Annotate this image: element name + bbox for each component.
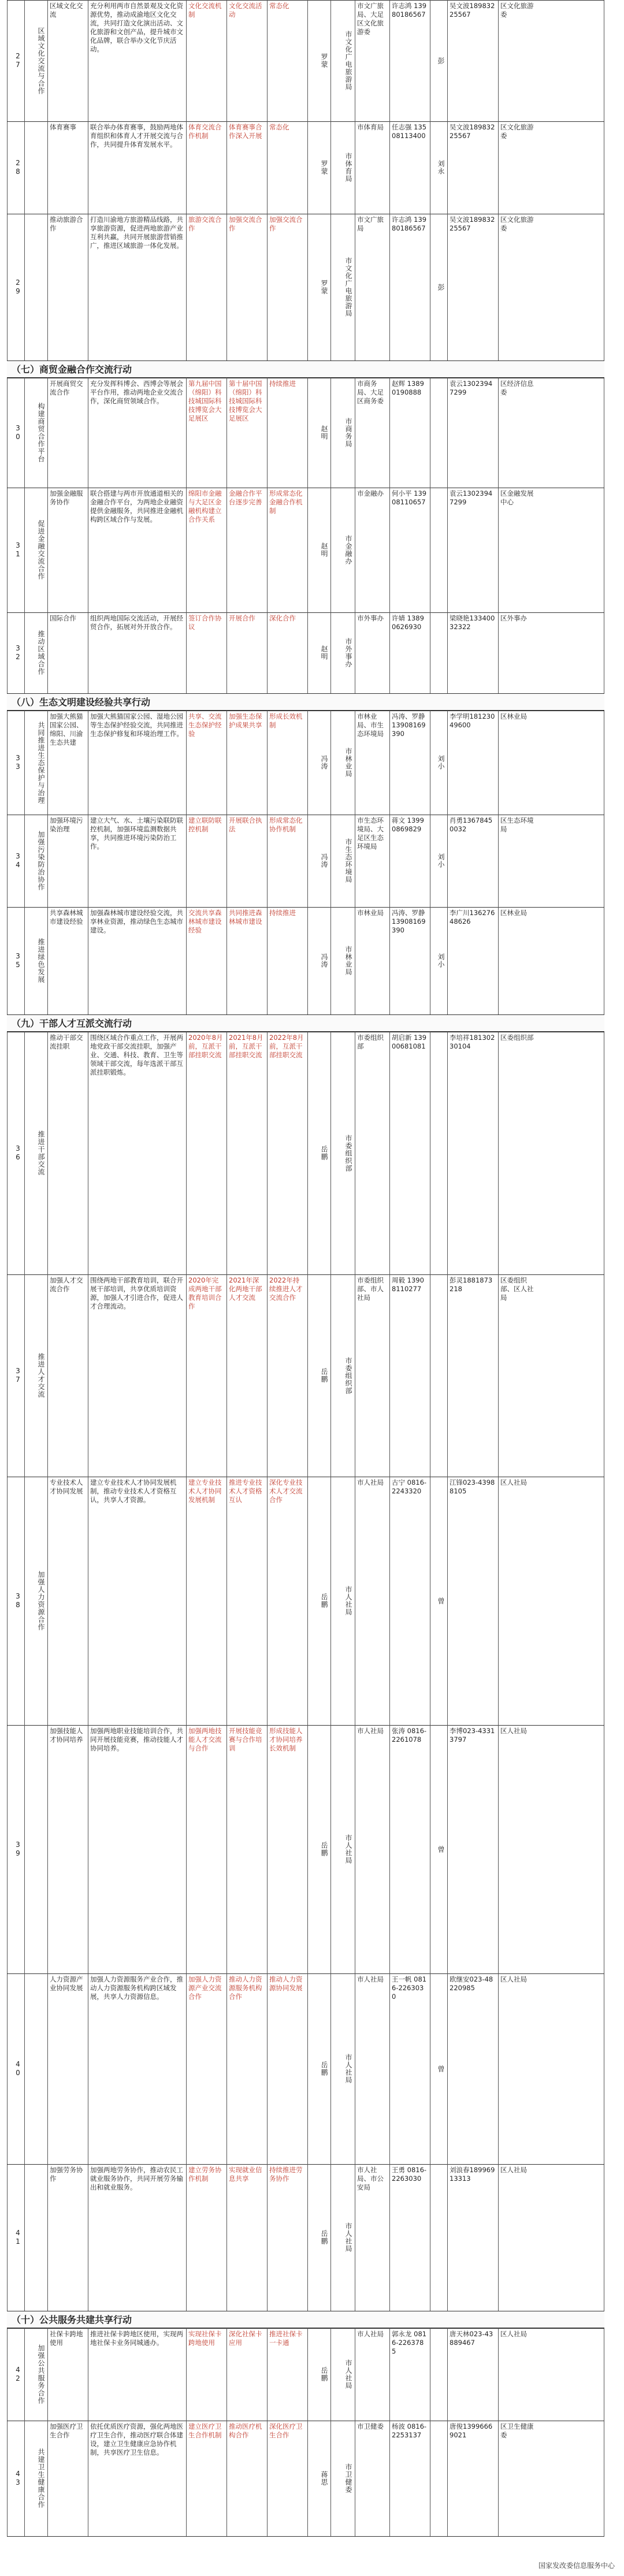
- table-cell-name: 推动旅游合作: [50, 215, 83, 232]
- table-cell-name: 社保卡跨地使用: [50, 2330, 83, 2347]
- table-cell-y3: 推进社保卡一卡通: [269, 2330, 303, 2347]
- table-cell-phone: 李广川13627648626: [450, 909, 495, 925]
- table-cell-phone: 唐天林023-43889467: [450, 2330, 493, 2347]
- table-cell-dept: 市外事办: [357, 614, 384, 622]
- table-cell-no: 34: [14, 852, 22, 869]
- table-cell-dept: 市人社局: [357, 2330, 384, 2338]
- table-cell-lead_org: 市外事办: [344, 638, 352, 668]
- table-cell-remark: 区文化旅游委: [500, 215, 534, 232]
- table-cell-y2: 推动医疗机构合作: [229, 2422, 262, 2439]
- table-cell-co: 罗蒙: [320, 280, 328, 295]
- table-cell-dept: 市委组织部、市人社局: [357, 1276, 384, 1302]
- table-cell-remark: 区林业局: [500, 712, 527, 720]
- table-cell-y1: 2020年完成两地干部教育培训合作: [188, 1276, 222, 1310]
- table-cell-co: 岳鹏: [320, 2367, 328, 2382]
- table-cell-y3: 加强交流合作: [269, 215, 303, 232]
- table-cell-no: 38: [14, 1592, 22, 1609]
- table-cell-y1: 体育交流合作机制: [188, 123, 222, 140]
- table-cell-y2: 金融合作平台逐步完善: [229, 489, 262, 506]
- table-cell-name: 加强人才交流合作: [50, 1276, 83, 1293]
- table-cell-phone: 彭灵1881873218: [450, 1276, 493, 1293]
- table-cell-contact2: [430, 2328, 447, 2421]
- table-cell-co: 岳鹏: [320, 2230, 328, 2245]
- table-cell-cat: [24, 2164, 47, 2311]
- table-cell-content: 加强两地职业技能培训合作，共同开展技能竞赛，推动技能人才协同培养。: [90, 1727, 183, 1752]
- table-cell-dept: 市人社局、市公安局: [357, 2166, 384, 2191]
- table-cell-content: 围绕区域合作重点工作，开展两地党政干部交流挂职，加强产业、交通、科技、教育、卫生等领域干部交流，每年选派干部互派挂职锻炼。: [90, 1034, 183, 1076]
- table-cell-contact2: 刘永: [437, 160, 445, 175]
- table-cell-dept: 市林业局、市生态环境局: [357, 712, 384, 738]
- table-cell-co: 岳鹏: [320, 2061, 328, 2076]
- table-cell-y3: 形成常态化协作机制: [269, 816, 303, 833]
- table-cell-cat: 推进干部交流: [37, 1131, 45, 1176]
- table-cell-contact2: 曾: [437, 1597, 445, 1605]
- table-cell-contact2: 刘小: [437, 755, 445, 770]
- table-cell-content: 联合搭建与两市开放通道相关的金融合作平台，为两地企业融资提供金融服务，共同推进金融机构跨区域合作与发展。: [90, 489, 183, 523]
- table-cell-no: 40: [14, 2060, 22, 2077]
- table-cell-y3: 持续推进: [269, 909, 296, 917]
- table-cell-contact: 许婧 13890626930: [392, 614, 424, 631]
- table-cell-phone: 欧继安023-48220985: [450, 1975, 493, 1992]
- table-cell-content: 建立专业技术人才协同发展机制，推动专业技术人才资格互认，共享人才资源。: [90, 1478, 177, 1504]
- table-cell-y3: 推动人力资源协同发展: [269, 1975, 303, 1992]
- table-cell-cat: 共同推进生态保护与治理: [37, 721, 45, 804]
- table-cell-name: 人力资源产业协同发展: [50, 1975, 83, 1992]
- table-cell-contact2: [430, 488, 447, 612]
- table-cell-dept: 市生态环境局、大足区生态环境局: [357, 816, 384, 850]
- table-cell-cat: 推进绿色发展: [37, 938, 45, 983]
- table-cell-no: 42: [14, 2366, 22, 2383]
- section-header-talent: （九）干部人才互派交流行动: [7, 1014, 604, 1032]
- table-cell-name: 加强医疗卫生合作: [50, 2422, 83, 2439]
- table-cell-co: 赵明: [320, 645, 328, 660]
- table-cell-cat: 推进人才交流: [37, 1353, 45, 1398]
- table-cell-contact: 杨波 0816-2253137: [392, 2422, 427, 2439]
- table-cell-lead_org: 市人社局: [344, 2222, 352, 2252]
- table-cell-contact2: [430, 1032, 447, 1274]
- table-cell-phone: 吴文波18983225567: [450, 215, 495, 232]
- table-cell-remark: 区委组织部、区人社局: [500, 1276, 534, 1302]
- table-cell-dept: 市委组织部: [357, 1034, 384, 1050]
- table-cell-no: 36: [14, 1144, 22, 1162]
- table-cell-remark: 区卫生健康委: [500, 2422, 534, 2439]
- table-cell-phone: 唐俊13996669021: [450, 2422, 493, 2439]
- table-cell-phone: 袁云13023947299: [450, 489, 493, 506]
- table-cell-y1: 加强人力资源产业交流合作: [188, 1975, 222, 2001]
- table-cell-y1: 签订合作协议: [188, 614, 222, 631]
- table-cell-y1: 实现社保卡跨地使用: [188, 2330, 222, 2347]
- table-cell-remark: 区文化旅游委: [500, 2, 534, 18]
- table-cell-dept: 市人社局: [357, 1975, 384, 1983]
- table-cell-y3: 深化合作: [269, 614, 296, 622]
- table-cell-dept: 市体育局: [357, 123, 384, 131]
- table-cell-cat: [24, 121, 47, 214]
- table-cell-lead_org: 市文化广电旅游局: [344, 31, 352, 91]
- table-cell-name: 体育赛事: [50, 123, 76, 131]
- table-cell-content: 加强森林城市建设经验交流，共享林业资源，推动绿色生态城市建设。: [90, 909, 183, 934]
- table-cell-cat: 区域文化交流与合作: [37, 27, 45, 95]
- table-cell-no: 28: [14, 159, 22, 176]
- table-cell-y3: 常态化: [269, 2, 289, 10]
- table-cell-name: 推动干部交流挂职: [50, 1034, 83, 1050]
- table-cell-content: 建立大气、水、土壤污染联防联控机制，加强环境监测数据共享，共同推进环境污染防治工作。: [90, 816, 183, 850]
- table-cell-y2: 推进专业技术人才资格互认: [229, 1478, 262, 1504]
- section-header-public-service: （十）公共服务共建共享行动: [7, 2311, 604, 2328]
- table-cell-y3: 持续推进劳务协作: [269, 2166, 303, 2183]
- table-cell-y3: 深化医疗卫生合作: [269, 2422, 303, 2439]
- table-cell-dept: 市林业局: [357, 909, 384, 917]
- table-cell-contact2: 彭: [437, 57, 445, 65]
- table-cell-dept: 市金融办: [357, 489, 384, 497]
- table-cell-name: 加强技能人才协同培养: [50, 1727, 83, 1744]
- table-cell-dept: 市人社局: [357, 1478, 384, 1486]
- table-cell-y2: 开展技能竞赛与合作培训: [229, 1727, 262, 1752]
- table-cell-cat: 加强污染防治协作: [37, 831, 45, 891]
- table-cell-content: 依托优质医疗资源，强化两地医疗卫生合作，推动医疗联合体建设，建立卫生健康应急协作机制，共享医疗卫生信息。: [90, 2422, 183, 2456]
- table-cell-content: 围绕两地干部教育培训，联合开展干部培训，共享优质培训资源，加强人才引进合作，促进人才合理流动。: [90, 1276, 183, 1310]
- table-cell-cat: 共建卫生健康合作: [37, 2448, 45, 2508]
- table-cell-lead_org: 市人社局: [344, 1586, 352, 1616]
- table-cell-y3: 深化专业技术人才交流合作: [269, 1478, 303, 1504]
- table-cell-name: 共享森林城市建设经验: [50, 909, 83, 925]
- table-cell-dept: 市文广旅局: [357, 215, 384, 232]
- table-cell-phone: 刘浪春18996913313: [450, 2166, 495, 2183]
- table-cell-y3: 持续推进: [269, 380, 296, 388]
- table-cell-y2: 体育赛事合作深入开展: [229, 123, 262, 140]
- table-cell-y2: 深化社保卡应用: [229, 2330, 262, 2347]
- table-cell-remark: 区人社局: [500, 2330, 527, 2338]
- table-cell-lead_org: 市委组织部: [344, 1356, 352, 1395]
- table-cell-cat: 推动区域合作: [37, 630, 45, 675]
- table-cell-contact: 周毅 13908110277: [392, 1276, 424, 1293]
- table-cell-lead_org: 市体育局: [344, 153, 352, 183]
- table-cell-cat: [24, 1973, 47, 2164]
- table-cell-remark: 区外事办: [500, 614, 527, 622]
- table-cell-y1: 旅游交流合作: [188, 215, 222, 232]
- table-cell-no: 29: [14, 278, 22, 296]
- table-cell-remark: 区人社局: [500, 1478, 527, 1486]
- table-cell-contact: 王勇 0816-2263030: [392, 2166, 427, 2183]
- table-cell-contact: 任志强 13508113400: [392, 123, 427, 140]
- table-cell-lead_org: 市人社局: [344, 2359, 352, 2389]
- table-cell-dept: 市商务局、大足区商务委: [357, 380, 384, 405]
- table-cell-y1: 2020年8月前，互派干部挂职交流: [188, 1034, 223, 1059]
- table-cell-lead_org: 市人社局: [344, 1834, 352, 1864]
- table-cell-contact2: [430, 2164, 447, 2311]
- table-cell-y2: 加强交流合作: [229, 215, 262, 232]
- table-cell-co: 罗蒙: [320, 160, 328, 175]
- table-cell-y2: 第十届中国（绵阳）科技城国际科技博览会大足展区: [229, 380, 262, 422]
- table-cell-co: 罗蒙: [320, 53, 328, 68]
- table-cell-y2: 实现就业信息共享: [229, 2166, 262, 2183]
- table-cell-cat: 构建商贸合作平台: [37, 403, 45, 463]
- table-cell-name: 加强大熊猫国家公园、绵阳、川渝生态共建: [50, 712, 83, 746]
- table-cell-remark: 区人社局: [500, 1975, 527, 1983]
- table-cell-co: 冯涛: [320, 755, 328, 770]
- table-cell-contact: 郭永龙 0816-2263785: [392, 2330, 427, 2355]
- table-cell-co: 蒋思: [320, 2471, 328, 2486]
- table-cell-phone: 袁云13023947299: [450, 380, 493, 396]
- table-cell-phone: 吴文波18983225567: [450, 123, 495, 140]
- table-cell-y3: 形成常态化金融合作机制: [269, 489, 303, 515]
- table-cell-cat: 促进金融交流合作: [37, 520, 45, 580]
- table-cell-y1: 建立专业技术人才协同发展机制: [188, 1478, 222, 1504]
- table-cell-y2: 2021年8月前，互派干部挂职交流: [229, 1034, 263, 1059]
- table-cell-co: 冯涛: [320, 953, 328, 968]
- table-cell-contact: 何小平 13908110657: [392, 489, 427, 506]
- table-cell-no: 39: [14, 1841, 22, 1858]
- table-cell-name: 加强劳务协作: [50, 2166, 83, 2183]
- table-cell-co: 岳鹏: [320, 1146, 328, 1161]
- table-cell-contact: 张涛 0816-2261078: [392, 1727, 427, 1744]
- table-cell-y3: 形成技能人才协同培养长效机制: [269, 1727, 303, 1752]
- table-cell-contact2: 刘小: [437, 953, 445, 968]
- table-cell-y2: 共同推进森林城市建设: [229, 909, 262, 925]
- table-cell-content: 充分发挥科博会、西博会等展会平台作用，推动两地企业交流合作，深化商贸领域合作。: [90, 380, 183, 405]
- table-cell-y2: 加强生态保护成果共享: [229, 712, 262, 729]
- table-cell-contact2: 曾: [437, 2065, 445, 2073]
- section-header-ecology: （八）生态文明建设经验共享行动: [7, 693, 604, 711]
- table-cell-dept: 市卫健委: [357, 2422, 384, 2430]
- table-bottom-border: [7, 2536, 604, 2537]
- table-cell-y3: 2022年8月前，互派干部挂职交流: [269, 1034, 304, 1059]
- table-cell-co: 岳鹏: [320, 1593, 328, 1608]
- table-cell-y2: 文化交流活动: [229, 2, 262, 18]
- table-cell-contact2: 曾: [437, 1845, 445, 1853]
- table-cell-remark: 区金融发展中心: [500, 489, 534, 506]
- table-cell-y2: 开展合作: [229, 614, 255, 622]
- table-cell-y1: 交流共享森林城市建设经验: [188, 909, 222, 934]
- table-cell-y1: 第九届中国（绵阳）科技城国际科技博览会大足展区: [188, 380, 222, 422]
- table-cell-content: 充分利用两市自然景观及文化资源优势，推动成渝地区文化交流，共同打造文化演出活动、文化旅游和文创产品，提升城市文化品牌，联合举办文化节庆活动。: [90, 2, 183, 53]
- table-cell-y1: 文化交流机制: [188, 2, 222, 18]
- table-cell-contact: 赵辉 13890190888: [392, 380, 424, 396]
- table-cell-no: 33: [14, 754, 22, 771]
- table-cell-content: 加强人力资源服务产业合作，推动人力资源服务机构跨区域发展，共享人力资源信息。: [90, 1975, 183, 2001]
- table-cell-contact: 王一帆 0816-2263030: [392, 1975, 427, 2001]
- table-cell-co: 岳鹏: [320, 1368, 328, 1383]
- table-cell-no: 30: [14, 424, 22, 441]
- table-cell-name: 加强金融服务协作: [50, 489, 83, 506]
- table-cell-cat: 加强公共服务合作: [37, 2344, 45, 2404]
- table-cell-contact: 冯涛、罗静 13908169390: [392, 712, 426, 738]
- table-cell-name: 开展商贸交流合作: [50, 380, 83, 396]
- table-cell-lead_org: 市委组织部: [344, 1134, 352, 1172]
- table-cell-lead_org: 市生态环境局: [344, 838, 352, 883]
- table-cell-y1: 建立医疗卫生合作机制: [188, 2422, 222, 2439]
- table-cell-remark: 区生态环境局: [500, 816, 534, 833]
- table-cell-cat: 加强人力资源合作: [37, 1571, 45, 1631]
- table-cell-phone: 肖勇13678450032: [450, 816, 493, 833]
- table-cell-lead_org: 市卫健委: [344, 2463, 352, 2493]
- table-cell-no: 41: [14, 2229, 22, 2246]
- table-cell-no: 37: [14, 1367, 22, 1384]
- table-cell-name: 区域文化交流: [50, 2, 83, 18]
- table-cell-remark: 区人社局: [500, 2166, 527, 2174]
- table-cell-remark: 区文化旅游委: [500, 123, 534, 140]
- table-cell-co: 冯涛: [320, 853, 328, 868]
- table-cell-no: 31: [14, 541, 22, 559]
- table-cell-phone: 李博023-43313797: [450, 1727, 495, 1744]
- table-cell-y2: 2021年深化两地干部人才交流: [229, 1276, 262, 1302]
- table-cell-dept: 市人社局: [357, 1727, 384, 1735]
- table-cell-contact2: [430, 612, 447, 693]
- table-cell-remark: 区人社局: [500, 1727, 527, 1735]
- table-cell-contact: 胡启新 13900681081: [392, 1034, 427, 1050]
- watermark: 国家发改委信息服务中心: [538, 2562, 615, 2570]
- table-cell-contact: 蒋文 13990869829: [392, 816, 424, 833]
- table-cell-y3: 常态化: [269, 123, 289, 131]
- table-cell-no: 35: [14, 952, 22, 969]
- table-cell-y1: 绵阳市金融与大足区金融机构建立合作关系: [188, 489, 222, 523]
- table-cell-phone: 吴文波18983225567: [450, 2, 495, 18]
- table-cell-name: 国际合作: [50, 614, 76, 622]
- table-cell-contact: 冯涛、罗静 13908169390: [392, 909, 426, 934]
- table-cell-phone: 李学明18123049600: [450, 712, 495, 729]
- table-cell-dept: 市文广旅局、大足区文化旅游委: [357, 2, 384, 36]
- table-cell-content: 打造川渝地方旅游精品线路，共享旅游资源，促进两地旅游产业互利共赢，共同开展旅游营销推广，推进区域旅游一体化发展。: [90, 215, 183, 250]
- table-cell-contact: 许志鸿 13980186567: [392, 215, 427, 232]
- table-cell-phone: 李培祥18130230104: [450, 1034, 495, 1050]
- table-cell-lead_org: 市商务局: [344, 418, 352, 448]
- table-cell-lead_org: 市林业局: [344, 748, 352, 778]
- table-cell-content: 组织两地国际交流活动，开展经贸合作，拓展对外开放合作。: [90, 614, 183, 631]
- table-cell-lead_org: 市林业局: [344, 946, 352, 976]
- table-cell-co: 赵明: [320, 542, 328, 557]
- table-cell-phone: 江锋023-43988105: [450, 1478, 495, 1495]
- table-cell-cat: [24, 1725, 47, 1973]
- table-cell-y3: 形成长效机制: [269, 712, 303, 729]
- table-cell-no: 27: [14, 52, 22, 69]
- table-cell-lead_org: 市文化广电旅游局: [344, 257, 352, 317]
- table-cell-co: 岳鹏: [320, 1842, 328, 1857]
- table-cell-co: 赵明: [320, 425, 328, 440]
- table-cell-cat: [24, 214, 47, 360]
- table-cell-no: 43: [14, 2470, 22, 2487]
- table-cell-y2: 推动人力资源服务机构合作: [229, 1975, 262, 2001]
- table-cell-lead_org: 市金融办: [344, 535, 352, 565]
- table-cell-name: 加强环境污染治理: [50, 816, 83, 833]
- table-cell-content: 加强大熊猫国家公园、湿地公园等生态保护经验交流，共同推进生态保护修复和环境治理工作。: [90, 712, 183, 738]
- table-cell-y1: 加强两地技能人才交流与合作: [188, 1727, 222, 1752]
- table-cell-contact: 古宁 0816-2243320: [392, 1478, 427, 1495]
- table-cell-contact2: [430, 1274, 447, 1477]
- table-cell-contact2: 刘小: [437, 853, 445, 868]
- table-cell-name: 专业技术人才协同发展: [50, 1478, 83, 1495]
- table-cell-y2: 开展联合执法: [229, 816, 262, 833]
- table-cell-lead_org: 市人社局: [344, 2054, 352, 2084]
- table-cell-contact2: [430, 2421, 447, 2536]
- table-cell-y3: 2022年持续推进人才交流合作: [269, 1276, 303, 1302]
- table-cell-contact2: 彭: [437, 283, 445, 291]
- table-cell-y1: 共享、交流生态保护经验: [188, 712, 222, 738]
- table-cell-content: 联合举办体育赛事，鼓励两地体育组织和体育人才开展交流与合作，共同提升体育发展水平。: [90, 123, 183, 148]
- table-cell-content: 加强两地劳务协作，推动农民工就业服务协作，共同开展劳务输出和就业服务。: [90, 2166, 183, 2191]
- table-cell-remark: 区林业局: [500, 909, 527, 917]
- table-cell-phone: 梁晓艳13340032322: [450, 614, 495, 631]
- section-header-commerce: （七）商贸金融合作交流行动: [7, 360, 604, 378]
- table-cell-remark: 区经济信息委: [500, 380, 534, 396]
- table-cell-y1: 建立劳务协作机制: [188, 2166, 222, 2183]
- table-cell-y1: 建立联防联控机制: [188, 816, 222, 833]
- table-cell-contact2: [430, 378, 447, 488]
- table-cell-content: 推进社保卡跨地区使用，实现两地社保卡业务同城通办。: [90, 2330, 183, 2347]
- table-cell-contact: 许志鸿 13980186567: [392, 2, 427, 18]
- table-cell-remark: 区委组织部: [500, 1034, 534, 1042]
- table-cell-no: 32: [14, 644, 22, 661]
